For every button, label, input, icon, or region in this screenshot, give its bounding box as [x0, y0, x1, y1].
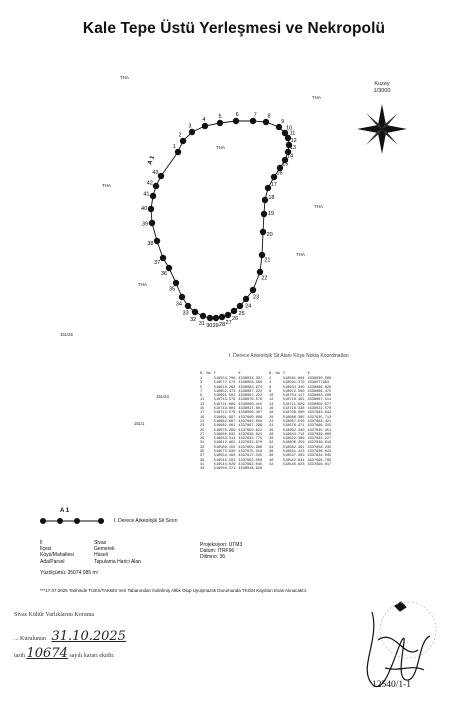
coords-cell: 4338077963 [307, 381, 330, 386]
coords-cell: 21 [200, 419, 205, 424]
boundary-vertex [149, 220, 155, 226]
parcel-label: 151/24 [156, 394, 169, 399]
tha-label: THA [138, 282, 147, 287]
coords-cell: 518643.714 [282, 432, 305, 437]
boundary-vertex [154, 238, 160, 244]
coords-cell: 518716.338 [282, 407, 305, 412]
coords-cell: 40 [269, 458, 274, 463]
coords-cell: 4338030.560 [307, 377, 332, 381]
coords-cell: 4338076.578 [238, 398, 263, 403]
coords-cell: 25 [200, 428, 205, 433]
coords-cell: 518662.330 [282, 428, 305, 433]
info-label-il: İl [40, 540, 43, 546]
vertex-number-label: 6 [235, 112, 239, 119]
boundary-vertex [260, 229, 266, 235]
boundary-vertex [219, 314, 225, 320]
vertex-number-label: 19 [267, 211, 274, 218]
vertex-number-label: 28 [219, 322, 226, 328]
legend-line [40, 518, 104, 524]
coords-cell: 4338067.511 [307, 398, 332, 403]
coords-cell [283, 467, 308, 471]
coords-cell: 518577.573 [213, 381, 236, 386]
decision-date: 31.10.2025 [51, 629, 126, 644]
coords-cell: 31 [200, 441, 205, 446]
coords-cell: 4338034.397 [238, 377, 263, 381]
boundary-vertex [173, 280, 179, 286]
coords-cell: 518676.471 [282, 424, 305, 429]
info-value-ilce: Gemerek [94, 546, 115, 553]
boundary-vertex [158, 173, 164, 179]
stamp-prefix: ... Kurulunun [14, 636, 46, 642]
info-value-koy: Hüseli [94, 552, 108, 559]
vertex-number-label: 21 [264, 257, 271, 264]
coords-cell: 4337935.713 [307, 415, 332, 420]
coords-cell: 4337866.315 [307, 424, 332, 429]
coords-cell: 30 [269, 437, 274, 442]
boundary-vertex [231, 308, 237, 314]
info-label-koy: Köyü/Mahallesi [40, 552, 74, 559]
coords-cell: 8 [269, 389, 272, 394]
coords-cell: 518544.029 [213, 462, 236, 467]
coords-cell: 518708.060 [282, 411, 305, 416]
vertex-number-label: 24 [245, 303, 252, 310]
stamp-suffix: sayılı kararı ekidir. [69, 653, 115, 659]
info-label-ada: Ada/Parsel [40, 558, 65, 565]
boundary-vertex [185, 303, 191, 309]
coords-cell: 29 [200, 437, 205, 442]
coords-cell: 6 [269, 385, 272, 390]
coords-cell: 518586.150 [213, 445, 236, 450]
vertex-number-label: 37 [154, 259, 161, 266]
boundary-vertex [262, 197, 268, 203]
coords-cell: 518573.630 [213, 450, 236, 455]
vertex-number-label: 36 [160, 270, 167, 277]
signature-icon [367, 602, 436, 687]
tha-label: THA [314, 204, 323, 209]
coords-cell: 23 [200, 424, 205, 429]
boundary-vertex [189, 129, 195, 135]
north-label: Kuzey [374, 81, 390, 87]
coords-cell: 4337906.022 [307, 450, 332, 455]
coords-cell: 4337832.227 [307, 437, 332, 442]
vertex-number-label: 38 [147, 241, 154, 248]
vertex-number-label: 20 [266, 231, 273, 238]
boundary-vertex [237, 303, 243, 309]
coords-cell: 18 [269, 411, 274, 416]
vertex-number-label: 32 [190, 316, 197, 323]
coords-cell: 518634.340 [282, 385, 305, 390]
coords-cell: 518670.269 [213, 428, 236, 433]
info-value-ada: Tapulama Harici Alan [94, 558, 141, 565]
coords-cell: 35 [200, 450, 205, 455]
coords-cell: 518561.443 [282, 450, 305, 455]
footnote: ***17.07.2025 Tarihinde TUES/TAKBİS Veri Tabanından İndirilmiş Altlık Olup Uyuşmazlık Durumunda TKGM Kayıtları Esas Alınacaktır. [40, 588, 308, 593]
boundary-vertex [250, 287, 256, 293]
parcel-label: 151/1 [134, 421, 145, 426]
boundary-vertex [213, 315, 219, 321]
area-text: Yüzölçümü: 35074.085 m² [40, 570, 99, 576]
coords-cell: 33 [200, 445, 205, 450]
coords-caption: I. Derece Arkeolojik Sit Alanı Köşe Nokta Koordinatları [229, 353, 349, 359]
tha-label: THA [296, 252, 305, 257]
boundary-vertex [217, 120, 223, 126]
coords-cell: 16 [269, 407, 274, 412]
coords-cell: 4338083.260 [307, 394, 332, 399]
vertex-number-label: 40 [141, 205, 148, 212]
coords-cell: 4337867.299 [238, 424, 263, 429]
coords-cell: 518721.069 [213, 402, 236, 407]
coords-cell: 4338087.222 [238, 389, 263, 394]
vertex-number-label: 16 [276, 170, 283, 177]
vertex-number-label: 41 [143, 191, 150, 198]
coords-cell: 4337998.786 [307, 458, 332, 463]
north-arrow-icon [357, 104, 407, 154]
coords-cell: 1 [200, 377, 203, 381]
vertex-number-label: 1 [172, 144, 176, 150]
vertex-number-label: 9 [281, 119, 285, 126]
vertex-number-label: 30 [206, 323, 213, 329]
coords-cell: 43 [200, 467, 205, 472]
coords-cell: 518713.579 [213, 398, 236, 403]
coords-cell: 20 [269, 415, 274, 420]
coords-cell: 4337832.775 [238, 437, 263, 442]
coords-cell: 4337845.451 [307, 428, 332, 433]
coords-cell: 518554.183 [213, 454, 236, 459]
boundary-vertex [180, 138, 186, 144]
stamp-line-2 [14, 629, 126, 644]
coords-header-cell: Y [213, 372, 216, 376]
coords-cell: 4338037.801 [238, 407, 263, 412]
stamp-tarih: tarih [14, 653, 25, 659]
coords-cell: 4337850.822 [238, 428, 263, 433]
coords-cell: 4337953.056 [238, 458, 263, 463]
coords-cell: 518612.862 [213, 441, 236, 446]
vertex-number-label: 10 [286, 125, 293, 132]
coords-cell: 4337934.045 [307, 454, 332, 459]
parcel-label: 151/25 [60, 332, 73, 337]
coords-cell: 518562.391 [282, 445, 305, 450]
zone-line: Dilimno: 36 [200, 554, 226, 561]
boundary-vertex [200, 313, 206, 319]
coords-cell: 36 [269, 450, 274, 455]
vertex-number-label: 33 [182, 310, 189, 317]
vertex-number-label: 14 [287, 153, 294, 160]
coords-cell: 24 [269, 424, 274, 429]
coords-cell: 518704.117 [282, 394, 305, 399]
coords-cell: 37 [200, 454, 205, 459]
vertex-number-label: 15 [282, 161, 289, 168]
coords-cell: 5 [200, 385, 203, 390]
projection-info [200, 542, 242, 561]
coords-cell: 4337836.060 [307, 432, 332, 437]
vertex-number-label: 26 [232, 315, 239, 322]
tha-label: THA [102, 183, 111, 188]
coords-cell: 10 [269, 394, 274, 399]
vertex-number-label: 18 [268, 195, 275, 202]
coords-cell: 518554.708 [213, 377, 236, 381]
boundary-vertex [261, 211, 267, 217]
vertex-number-label: 43 [152, 169, 159, 176]
coords-table-wrapper [200, 372, 334, 472]
info-values [94, 540, 141, 565]
coords-cell: 4338083.674 [238, 385, 263, 390]
coords-header-cell: N. No [200, 372, 211, 376]
vertex-number-label: 13 [289, 145, 296, 152]
coords-cell [307, 467, 334, 471]
coords-cell: 4337839.619 [307, 441, 332, 446]
vertex-number-label: 34 [175, 301, 182, 308]
coords-cell: 14 [269, 402, 274, 407]
vertex-number-label: 8 [267, 113, 271, 120]
coords-header-cell: X [307, 372, 310, 376]
coords-cell: 13 [200, 402, 205, 407]
boundary-vertex [233, 118, 239, 124]
table-row [200, 467, 334, 471]
coords-cell: 518652.473 [213, 389, 236, 394]
coords-cell: 4338022.570 [307, 407, 332, 412]
coords-cell: 518550.371 [213, 467, 236, 472]
coords-cell: 32 [269, 441, 274, 446]
coords-cell: 4337960.896 [238, 415, 263, 420]
vertex-number-label: 17 [270, 182, 277, 189]
coords-cell: 518718.492 [282, 398, 305, 403]
coords-cell: 4337983.942 [307, 411, 332, 416]
boundary-vertex [263, 119, 269, 125]
coords-cell: 34 [269, 445, 274, 450]
coords-cell: 518547.303 [282, 454, 305, 459]
coords-cell: 4337875.318 [238, 450, 263, 455]
boundary-vertex [225, 312, 231, 318]
coords-cell: 27 [200, 432, 205, 437]
coords-cell: 9 [200, 394, 203, 399]
coords-cell: 518713.579 [213, 411, 236, 416]
coords-cell: 4338050.577 [307, 402, 332, 407]
coords-cell: 4337850.966 [238, 445, 263, 450]
coords-cell: 4337917.345 [238, 454, 263, 459]
coords-cell: 518719.804 [213, 407, 236, 412]
info-labels [40, 540, 74, 565]
coords-cell: 4338006.407 [238, 411, 263, 416]
coords-cell: 518561.804 [282, 377, 305, 381]
stamp-line-1: Sivas Kültür Varlıklarını Koruma [14, 612, 95, 618]
coords-cell: 7 [200, 389, 203, 394]
map-scale: 1/3000 [373, 88, 391, 94]
coords-cell: 4337992.045 [238, 462, 263, 467]
info-value-il: Sivas [94, 540, 107, 546]
coords-cell: 518667.516 [282, 419, 305, 424]
coords-header-cell: Y [282, 372, 286, 376]
coords-cell: 518600.459 [282, 441, 305, 446]
coords-cell: 15 [200, 407, 205, 412]
coords-cell: 11 [200, 398, 205, 403]
datum-line: Datum: ITRF96 [200, 548, 235, 555]
coords-cell: 4337838.624 [238, 432, 263, 437]
boundary-vertex [243, 296, 249, 302]
coords-cell: 2 [269, 377, 272, 381]
projection-line: Projeksiyon: UTM3 [200, 542, 243, 548]
coords-header-cell: N. No [269, 372, 280, 376]
boundary-vertex [257, 269, 263, 275]
coords-body [200, 377, 334, 472]
coords-cell: 4337833.870 [238, 441, 263, 446]
coords-cell: 4338058.300 [238, 381, 263, 386]
coords-cell: 4337902.856 [238, 419, 263, 424]
coords-cell: 38 [269, 454, 274, 459]
coords-cell: 518672.580 [282, 389, 305, 394]
vertex-number-label: 29 [212, 323, 219, 329]
coords-cell: 518686.385 [282, 415, 305, 420]
vertex-number-label: 35 [168, 286, 176, 293]
coords-cell: 4 [269, 381, 272, 386]
coords-cell: 41 [200, 462, 205, 467]
coords-cell: 19 [200, 415, 205, 420]
legend-text: I. Derece Arkeolojik Sit Sınırı [114, 518, 178, 524]
vertex-number-label: 23 [252, 294, 260, 301]
coords-cell: 4337998.617 [307, 462, 332, 467]
coords-cell: 39 [200, 458, 205, 463]
coords-cell: 4338087.222 [238, 394, 263, 399]
coords-cell: 518682.687 [213, 419, 236, 424]
coords-cell: 3 [200, 381, 203, 386]
site-area-label: THA [216, 145, 225, 150]
vertex-number-label: 5 [218, 114, 222, 120]
coords-cell: 4337883.421 [307, 419, 332, 424]
coords-cell: 4337858.235 [307, 445, 332, 450]
vertex-number-label: 22 [261, 275, 268, 282]
boundary-vertex [207, 315, 213, 321]
coords-cell: 518650.832 [213, 432, 236, 437]
coords-cell: 518682.061 [213, 424, 236, 429]
coords-cell: 518691.997 [213, 415, 236, 420]
coords-cell: 518622.386 [282, 437, 305, 442]
coords-cell: 22 [269, 419, 274, 424]
coords-cell: 518542.931 [282, 458, 305, 463]
stamp-line-3 [14, 646, 115, 661]
coords-header-cell: X [238, 372, 241, 376]
coords-cell: 518721.629 [282, 402, 305, 407]
tha-label: THA [312, 95, 321, 100]
coords-cell: 26 [269, 428, 274, 433]
coords-cell: 12 [269, 398, 274, 403]
coords-cell: 518543.501 [213, 458, 236, 463]
boundary-vertex [160, 255, 166, 261]
vertex-number-label: 31 [198, 320, 205, 327]
coords-cell: 518591.370 [282, 381, 305, 386]
coords-cell: 42 [269, 462, 274, 467]
decision-number: 10674 [26, 646, 68, 661]
boundary-vertex [148, 206, 154, 212]
boundary-vertex [179, 294, 185, 300]
vertex-number-label: 2 [178, 132, 182, 139]
vertex-number-label: 7 [253, 112, 257, 119]
vertex-number-label: 25 [238, 310, 245, 317]
coords-cell [265, 467, 283, 471]
boundary-vertex [250, 118, 256, 124]
boundary-vertex [153, 183, 159, 189]
tha-label: THA [120, 75, 129, 80]
site-code-label: A 1 [147, 155, 157, 166]
coords-cell: 4338086.475 [307, 389, 332, 394]
vertex-number-label: 42 [146, 180, 153, 187]
coords-table [200, 372, 334, 472]
document-code: 12540/1-1 [372, 680, 412, 690]
vertex-number-label: 39 [141, 221, 149, 228]
vertex-number-label: 27 [225, 320, 232, 326]
boundary-vertex [192, 309, 198, 315]
coords-cell: 17 [200, 411, 205, 416]
coords-cell: 518610.293 [213, 385, 236, 390]
coords-cell: 4338086.826 [307, 385, 332, 390]
coords-cell: 4338018.628 [238, 467, 263, 472]
coords-cell: 518691.502 [213, 394, 236, 399]
boundary-vertex [202, 123, 208, 129]
coords-cell: 518633.311 [213, 437, 236, 442]
info-label-ilce: İlçesi [40, 546, 52, 553]
map-title: Kale Tepe Üstü Yerleşmesi ve Nekropolü [82, 20, 386, 37]
coords-cell: 4338060.415 [238, 402, 263, 407]
coords-cell: 518546.623 [282, 462, 305, 467]
vertex-number-label: 3 [188, 123, 192, 130]
legend-site-code: A 1 [60, 508, 70, 514]
boundary-vertex [150, 193, 156, 199]
vertex-number-label: 4 [202, 117, 206, 124]
vertex-number-label: 11 [289, 130, 296, 137]
coords-cell: 28 [269, 432, 274, 437]
vertex-number-label: 12 [290, 137, 297, 144]
